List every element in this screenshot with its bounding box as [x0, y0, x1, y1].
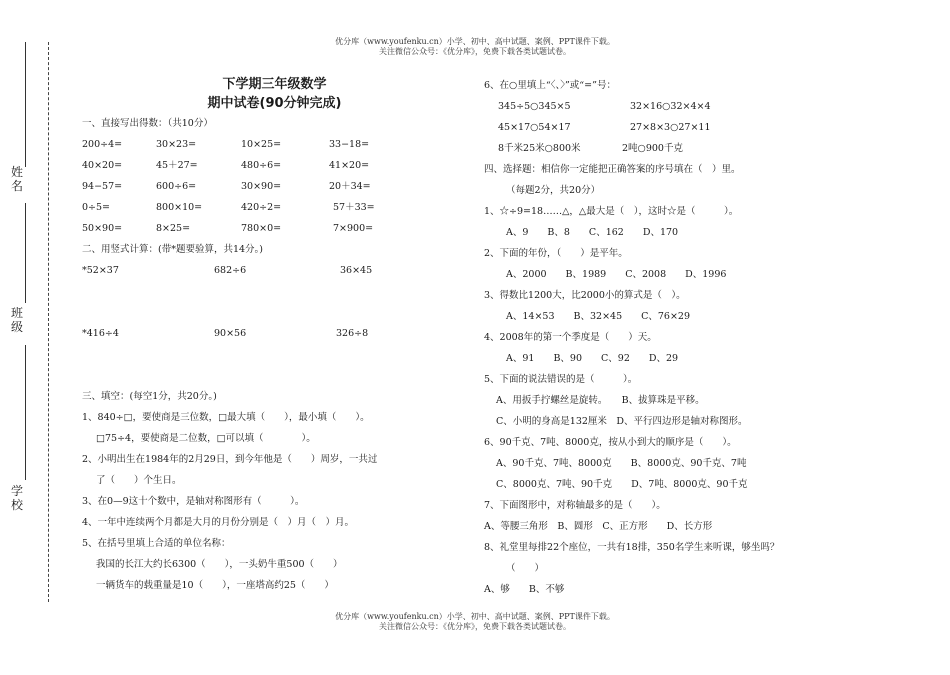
compare-item: 32×16○32×4×4: [630, 101, 711, 112]
school-underline: [25, 345, 26, 480]
calc-item: 30×23=: [156, 139, 197, 150]
compare-row: [484, 117, 904, 138]
calc-row: [82, 218, 467, 239]
choice-options: A、14×53 B、32×45 C、76×29: [506, 311, 691, 322]
compare-item: 45×17○54×17: [498, 122, 571, 133]
calc-item: 41×20=: [329, 160, 370, 171]
calc-item: 45＋27=: [156, 160, 198, 171]
school-label: 学校: [10, 484, 23, 512]
vertical-calc-item: *416÷4: [82, 328, 119, 339]
choice-question: 8、礼堂里每排22个座位，一共有18排，350名学生来听课，够坐吗？: [484, 542, 780, 553]
section-4-note: （每题2分，共20分）: [506, 185, 601, 196]
footer-line-1: 优分库（www.youfenku.cn）小学、初中、高中试题、案例、PPT课件下载。: [335, 612, 615, 621]
calc-item: 50×90=: [82, 223, 123, 234]
choice-options: A、9 B、8 C、162 D、170: [506, 227, 679, 238]
choice-options: A、90千克、7吨、8000克 B、8000克、90千克、7吨: [496, 458, 747, 469]
vertical-calc-row: [82, 323, 467, 344]
choice-question: 1、☆÷9=18……△，△最大是（ ），这时☆是（ ）。: [484, 206, 739, 217]
compare-item: 8千米25米○800米: [498, 143, 581, 154]
calc-item: 7×900=: [333, 223, 374, 234]
vertical-calc-row: [82, 260, 467, 281]
header-line-2: 关注微信公众号：《优分库》，免费下载各类试题试卷。: [379, 47, 571, 56]
class-underline: [25, 203, 26, 303]
name-underline: [25, 42, 26, 167]
exam-title-1: 下学期三年级数学: [222, 77, 327, 92]
choice-question: 3、得数比1200大，比2000小的算式是（ ）。: [484, 290, 686, 301]
section-4-heading: 四、选择题：相信你一定能把正确答案的序号填在（ ）里。: [484, 164, 741, 175]
exam-title-2: 期中试卷(90分钟完成): [207, 96, 342, 111]
choice-options: C、小明的身高是132厘米 D、平行四边形是轴对称图形。: [496, 416, 748, 427]
calc-row: [82, 176, 467, 197]
choice-options: A、91 B、90 C、92 D、29: [506, 353, 679, 364]
class-label: 班级: [10, 306, 23, 334]
left-column: [82, 75, 467, 596]
calc-item: 8×25=: [156, 223, 191, 234]
name-label: 姓名: [10, 165, 23, 193]
vertical-calc-item: 36×45: [340, 265, 373, 276]
choice-options: C、8000克、7吨、90千克 D、7吨、8000克、90千克: [496, 479, 748, 490]
choice-question: 5、下面的说法错误的是（ ）。: [484, 374, 638, 385]
fill-question: 1、840÷□，要使商是三位数，□最大填（ ），最小填（ ）。: [82, 412, 370, 423]
calc-item: 33−18=: [329, 139, 370, 150]
footer-line-2: 关注微信公众号：《优分库》，免费下载各类试题试卷。: [379, 622, 571, 631]
choice-options: A、用扳手拧螺丝是旋转。 B、拔算珠是平移。: [496, 395, 705, 406]
binding-dashed-line: [48, 42, 49, 602]
compare-item: 345÷5○345×5: [498, 101, 571, 112]
vertical-calc-item: 90×56: [214, 328, 247, 339]
fill-question: □75÷4，要使商是二位数，□可以填（ ）。: [96, 433, 316, 444]
fill-question: 一辆货车的载重量是10（ ），一座塔高约25（ ）: [96, 580, 334, 591]
section-3-heading: 三、填空：(每空1分，共20分。): [82, 391, 217, 402]
compare-item: 2吨○900千克: [622, 143, 683, 154]
page-footer: [0, 612, 950, 632]
choice-question: 4、2008年的第一个季度是（ ）天。: [484, 332, 657, 343]
choice-options: A、2000 B、1989 C、2008 D、1996: [506, 269, 727, 280]
section-1-heading: 一、直接写出得数：（共10分）: [82, 118, 213, 129]
work-space: [82, 344, 467, 386]
calc-item: 40×20=: [82, 160, 123, 171]
calc-item: 420÷2=: [241, 202, 282, 213]
right-column: [484, 75, 904, 600]
section-2-heading: 二、用竖式计算：(带*题要验算，共14分。): [82, 244, 264, 255]
calc-item: 20＋34=: [329, 181, 371, 192]
choice-question: 7、下面图形中，对称轴最多的是（ ）。: [484, 500, 666, 511]
calc-item: 57＋33=: [333, 202, 375, 213]
choice-question: 2、下面的年份，（ ）是平年。: [484, 248, 628, 259]
calc-row: [82, 134, 467, 155]
fill-question: 我国的长江大约长6300（ ），一头奶牛重500（ ）: [96, 559, 343, 570]
choice-question: 6、90千克、7吨、8000克，按从小到大的顺序是（ ）。: [484, 437, 737, 448]
calc-item: 200÷4=: [82, 139, 123, 150]
compare-row: [484, 138, 904, 159]
work-space: [82, 281, 467, 323]
calc-row: [82, 197, 467, 218]
fill-question: 了（ ）个生日。: [96, 475, 182, 486]
calc-item: 480÷6=: [241, 160, 282, 171]
calc-item: 30×90=: [241, 181, 282, 192]
compare-row: [484, 96, 904, 117]
compare-item: 27×8×3○27×11: [630, 122, 711, 133]
fill-question: 4、一年中连续两个月都是大月的月份分别是（ ）月（ ）月。: [82, 517, 355, 528]
choice-options: A、够 B、不够: [484, 584, 565, 595]
fill-question: 5、在括号里填上合适的单位名称：: [82, 538, 231, 549]
calc-item: 0÷5=: [82, 202, 111, 213]
vertical-calc-item: *52×37: [82, 265, 119, 276]
calc-row: [82, 155, 467, 176]
calc-item: 800×10=: [156, 202, 203, 213]
vertical-calc-item: 326÷8: [336, 328, 369, 339]
calc-item: 10×25=: [241, 139, 282, 150]
vertical-calc-item: 682÷6: [214, 265, 247, 276]
page-header: [0, 37, 950, 57]
fill-question: 2、小明出生在1984年的2月29日，到今年他是（ ）周岁，一共过: [82, 454, 378, 465]
calc-item: 94−57=: [82, 181, 123, 192]
calc-item: 600÷6=: [156, 181, 197, 192]
compare-heading: 6、在○里填上“〈、〉”或“=”号：: [484, 80, 616, 91]
header-line-1: 优分库（www.youfenku.cn）小学、初中、高中试题、案例、PPT课件下载。: [335, 37, 615, 46]
fill-question: 3、在0—9这十个数中，是轴对称图形有（ ）。: [82, 496, 305, 507]
choice-options: A、等腰三角形 B、圆形 C、正方形 D、长方形: [484, 521, 713, 532]
answer-blank: （ ）: [506, 563, 545, 574]
calc-item: 780×0=: [241, 223, 282, 234]
